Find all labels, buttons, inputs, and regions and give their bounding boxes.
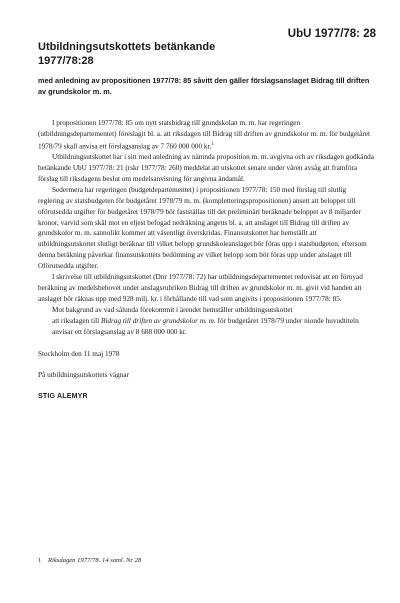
document-title-block <box>38 40 358 68</box>
document-number: 1977/78:28 <box>38 55 94 67</box>
signatory-name: STIG ALEMYR <box>38 393 88 401</box>
paragraph-1 <box>38 118 374 152</box>
proposal-text-start: att riksdagen till <box>52 316 101 325</box>
footnote-text: Riksdagen 1977/78. 14 saml. Nr 28 <box>48 557 142 564</box>
place-date: Stockholm den 11 maj 1978 <box>38 349 120 358</box>
proposal-text-end: för budgetåret 1978/79 under nionde huvudtiteln anvisar ett förslagsanslag av 8 688 000 000 kr. <box>52 316 359 336</box>
document-title: Utbildningsutskottets betänkande <box>38 41 216 53</box>
paragraph-1-text: I propositionen 1977/78: 85 om nytt statsbidrag till grundskolan m. m. har regeringen (utbildningsdepartementet) föreslagit bl. a. att riksdagen till Bidrag till driften av grundskolor m. m. för budgetåret 1978/79 skall anvisa ett förslagsanslag av 7 760 000 000 kr. <box>38 119 371 151</box>
paragraph-2: Utbildningsutskottet har i sitt med anledning av nämnda proposition m. m. avgivna och av riksdagen godkända betänkande UbU 1977/78: 21 (rskr 1977/78: 260) meddelat att utskottet senare under våren avsåg att framföra förslag till riksdagens beslut om medelsanvisning för angivna ändamål. <box>38 153 374 183</box>
on-behalf-line: På utbildningsutskottets vägnar <box>38 371 130 380</box>
proposal-text <box>52 316 374 338</box>
paragraph-5: Mot bakgrund av vad sålunda förekommit i ärendet hemställer utbildningsutskottet <box>52 305 293 314</box>
document-subtitle: med anledning av propositionen 1977/78: 85 såvitt den gäller förslagsanslaget Bidrag till driften av grundskolor m. m. <box>38 76 370 96</box>
footnote-number: 1 <box>38 557 42 564</box>
proposal-appropriation-title: Bidrag till driften av grundskolor m. m. <box>100 316 216 325</box>
document-body <box>38 118 374 403</box>
footnote <box>38 556 374 565</box>
document-reference: UbU 1977/78: 28 <box>287 28 376 40</box>
paragraph-4: I skrivelse till utbildningsutskottet (Dnr 1977/78: 72) har utbildningsdepartementet redovisat att en förnyad beräkning av medelsbehovet under anslagsrubriken Bidrag till driften av grundskolor m. m. givit vid handen att anslaget bör räknas upp med 928 milj. kr. i förhållande till vad som angivits i propositionen 1977/78: 85. <box>38 273 363 303</box>
paragraph-3: Sedermera har regeringen (budgetdepartementet) i propositionen 1977/78: 150 med förslag till slutlig reglering av statsbudgeten för budgetåret 1978/79 m. m. (kompletteringspropositionen) ansett att beloppet till oförutsedda utgifter för budgetåret 1978/79 bör fastställas till det preliminärt beräknade beloppet av 8 miljarder kronor, varvid som skäl mot en eljest befogad nedräkning angetts bl. a. att anslaget till Bidrag till driften av grundskolor m. m. sannolikt kommer att väsentligt överskridas. Finansutskottet har hemställt att utbildningsutskottet slutligt beräknar till vilket belopp grundskoleanslaget bör föras upp i statsbudgeten, eftersom denna beräkning påverkar finansutskottets bedömning av vilket belopp som bör föras upp under anslaget till Oförutsedda utgifter. <box>38 185 367 271</box>
footnote-marker: 1 <box>211 141 214 147</box>
